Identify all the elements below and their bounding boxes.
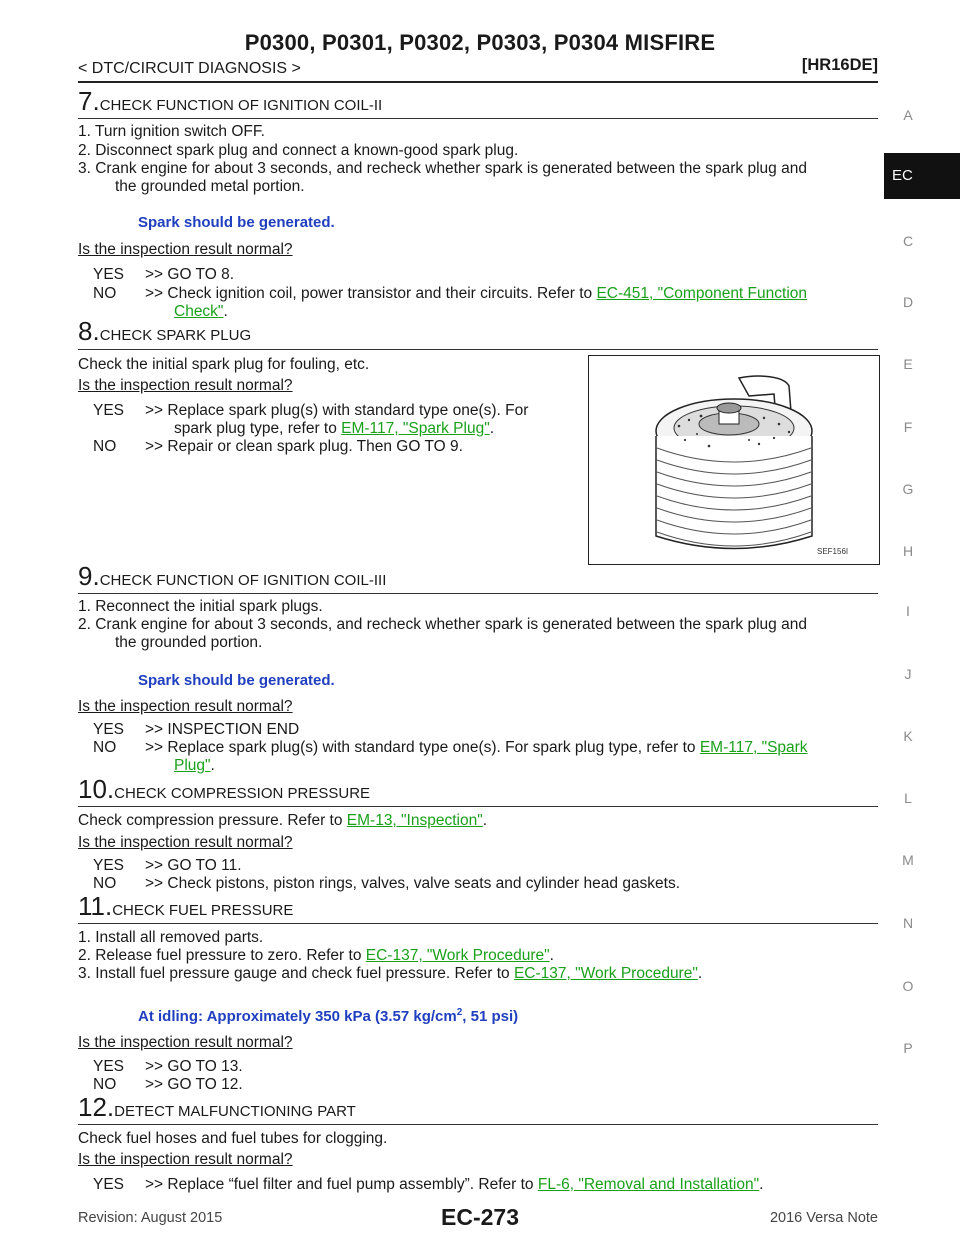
page-number: EC-273 <box>441 1204 519 1230</box>
step-12-body: Check fuel hoses and fuel tubes for clogging. <box>78 1130 388 1147</box>
sidebar-item-d[interactable]: D <box>902 294 914 310</box>
step-9-no-cont: Plug". <box>174 757 215 774</box>
step-7-title: CHECK FUNCTION OF IGNITION COIL-II <box>99 97 383 114</box>
step-12-yes: YES >> Replace “fuel filter and fuel pump assembly”. Refer to FL-6, "Removal and Installation". <box>93 1176 764 1193</box>
step-8-rule <box>78 349 878 350</box>
step-11-yes: YES >> GO TO 13. <box>93 1058 243 1075</box>
step-7-no: NO >> Check ignition coil, power transistor and their circuits. Refer to EC-451, "Component Function <box>93 285 807 302</box>
figure-code: SEF156I <box>817 547 849 556</box>
spark-plug-figure <box>588 355 880 565</box>
sidebar-item-c[interactable]: C <box>902 233 914 249</box>
step-12-question: Is the inspection result normal? <box>78 1151 293 1168</box>
step-10-yes: YES >> GO TO 11. <box>93 857 242 874</box>
step-11-item-1: 1. Install all removed parts. <box>78 929 264 946</box>
footer-model: 2016 Versa Note <box>769 1210 878 1226</box>
sidebar-item-h[interactable]: H <box>902 543 914 559</box>
link-ec-137-2[interactable]: EC-137, "Work Procedure" <box>513 965 698 982</box>
engine-label: [HR16DE] <box>801 56 878 74</box>
sidebar-item-k[interactable]: K <box>903 728 913 744</box>
step-9-no: NO >> Replace spark plug(s) with standard type one(s). For spark plug type, refer to EM-117, "Spark <box>93 739 808 756</box>
step-8-heading <box>78 316 251 347</box>
step-12-heading <box>78 1092 356 1123</box>
sidebar-item-p[interactable]: P <box>903 1040 913 1056</box>
step-10-title: CHECK COMPRESSION PRESSURE <box>114 785 371 802</box>
step-10-heading <box>78 774 370 805</box>
step-10-question: Is the inspection result normal? <box>78 834 293 851</box>
step-11-rule <box>78 923 878 924</box>
sidebar-item-i[interactable]: I <box>906 603 910 619</box>
sidebar-item-g[interactable]: G <box>902 481 914 497</box>
page-title: P0300, P0301, P0302, P0303, P0304 MISFIRE <box>244 30 716 55</box>
link-ec-451-cont[interactable]: Check" <box>174 303 224 320</box>
link-em-13-inspection[interactable]: EM-13, "Inspection" <box>346 812 483 829</box>
step-11-item-2: 2. Release fuel pressure to zero. Refer to EC-137, "Work Procedure". <box>78 947 554 964</box>
step-7-question: Is the inspection result normal? <box>78 241 293 258</box>
step-7-no-cont: Check". <box>174 303 228 320</box>
step-9-item-2-cont: the grounded portion. <box>115 634 263 651</box>
step-7-rule <box>78 118 878 119</box>
link-em-117-spark-plug[interactable]: EM-117, "Spark Plug" <box>341 420 490 437</box>
link-ec-137-1[interactable]: EC-137, "Work Procedure" <box>365 947 550 964</box>
step-10-number: 10. <box>78 774 115 804</box>
step-11-number: 11. <box>78 891 113 921</box>
step-8-yes-cont: spark plug type, refer to EM-117, "Spark Plug". <box>174 420 495 437</box>
step-9-yes: YES >> INSPECTION END <box>93 721 300 738</box>
link-ec-451[interactable]: EC-451, "Component Function <box>596 285 807 302</box>
header-rule <box>78 81 878 83</box>
sidebar-item-j[interactable]: J <box>904 666 912 682</box>
step-7-number: 7. <box>78 86 100 116</box>
step-11-no: NO >> GO TO 12. <box>93 1076 243 1093</box>
step-7-item-2: 2. Disconnect spark plug and connect a known-good spark plug. <box>78 142 519 159</box>
step-10-no: NO >> Check pistons, piston rings, valves, valve seats and cylinder head gaskets. <box>93 875 681 892</box>
step-11-item-3: 3. Install fuel pressure gauge and check fuel pressure. Refer to EC-137, "Work Procedure". <box>78 965 703 982</box>
step-7-item-1: 1. Turn ignition switch OFF. <box>78 123 265 140</box>
footer-revision: Revision: August 2015 <box>78 1210 223 1226</box>
step-10-rule <box>78 806 878 807</box>
step-9-item-1: 1. Reconnect the initial spark plugs. <box>78 598 323 615</box>
sidebar-tab-label: EC <box>892 167 913 184</box>
step-9-rule <box>78 593 878 594</box>
step-8-no: NO >> Repair or clean spark plug. Then GO TO 9. <box>93 438 463 455</box>
step-9-heading <box>78 561 386 592</box>
step-9-question: Is the inspection result normal? <box>78 698 293 715</box>
step-11-title: CHECK FUEL PRESSURE <box>112 902 294 919</box>
step-11-spec: At idling: Approximately 350 kPa (3.57 $kg/cm^2$, 51 psi) <box>138 1007 519 1025</box>
step-12-rule <box>78 1124 878 1125</box>
link-em-117-spark[interactable]: EM-117, "Spark <box>699 739 808 756</box>
step-8-yes: YES >> Replace spark plug(s) with standard type one(s). For <box>93 402 529 419</box>
step-9-number: 9. <box>78 561 100 591</box>
step-9-item-2: 2. Crank engine for about 3 seconds, and recheck whether spark is generated between the spark plug and <box>78 616 807 633</box>
sidebar-item-m[interactable]: M <box>902 852 914 868</box>
link-fl-6[interactable]: FL-6, "Removal and Installation" <box>537 1176 760 1193</box>
step-7-yes: YES >> GO TO 8. <box>93 266 235 283</box>
step-11-heading <box>78 891 293 922</box>
step-7-heading <box>78 86 382 117</box>
sidebar-item-e[interactable]: E <box>903 356 913 372</box>
step-8-title: CHECK SPARK PLUG <box>99 327 252 344</box>
step-8-question: Is the inspection result normal? <box>78 377 293 394</box>
step-11-question: Is the inspection result normal? <box>78 1034 293 1051</box>
spark-plug-illustration <box>589 356 879 564</box>
sidebar-item-a[interactable]: A <box>903 107 913 123</box>
step-12-title: DETECT MALFUNCTIONING PART <box>114 1103 356 1120</box>
step-10-body: Check compression pressure. Refer to EM-13, "Inspection". <box>78 812 488 829</box>
step-7-spec: Spark should be generated. <box>138 214 335 231</box>
sidebar-tab-ec[interactable] <box>884 153 960 199</box>
step-7-item-3: 3. Crank engine for about 3 seconds, and recheck whether spark is generated between the spark plug and <box>78 160 807 177</box>
step-9-spec: Spark should be generated. <box>138 672 335 689</box>
section-label: < DTC/CIRCUIT DIAGNOSIS > <box>78 60 301 77</box>
step-8-number: 8. <box>78 316 100 346</box>
step-12-number: 12. <box>78 1092 115 1122</box>
sidebar-item-f[interactable]: F <box>903 419 913 435</box>
sidebar-item-n[interactable]: N <box>902 915 914 931</box>
sidebar-item-l[interactable]: L <box>904 790 912 806</box>
sidebar-item-o[interactable]: O <box>902 978 914 994</box>
step-8-body: Check the initial spark plug for fouling, etc. <box>78 356 370 373</box>
link-em-117-plug[interactable]: Plug" <box>174 757 211 774</box>
step-7-item-3-cont: the grounded metal portion. <box>115 178 305 195</box>
step-9-title: CHECK FUNCTION OF IGNITION COIL-III <box>99 572 387 589</box>
